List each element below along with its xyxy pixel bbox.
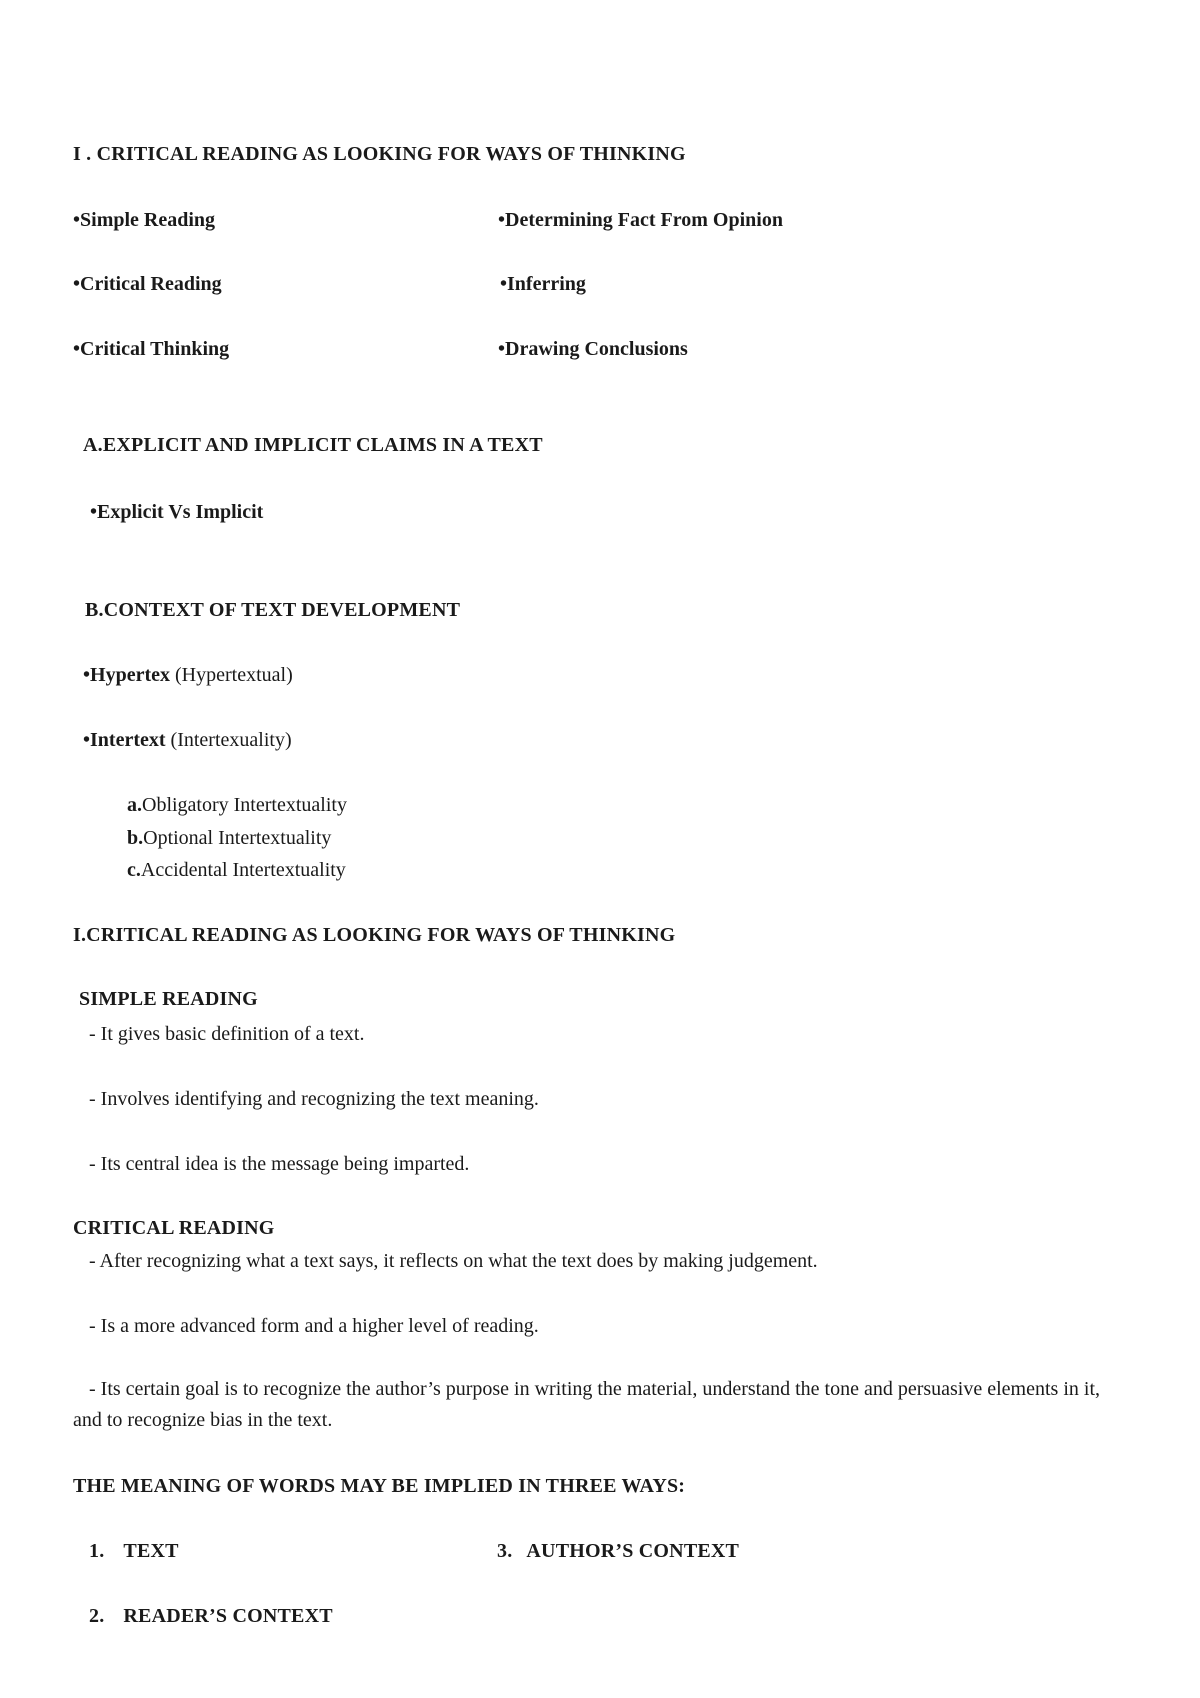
section-1-heading: I . CRITICAL READING AS LOOKING FOR WAYS OF THINKING [73,143,686,165]
bullet-glyph: • [498,338,506,360]
simple-reading-heading: SIMPLE READING [79,988,258,1010]
bullet-item-hypertex [83,665,293,685]
bullet-item-critical-thinking [73,339,229,359]
meaning-item-label: AUTHOR’S CONTEXT [526,1540,740,1562]
simple-reading-point: - Involves identifying and recognizing the text meaning. [89,1088,539,1110]
meaning-item-text [89,1541,179,1561]
simple-reading-point: - It gives basic definition of a text. [89,1023,365,1045]
bullet-item-label: Explicit Vs Implicit [97,501,264,523]
critical-reading-point: - Is a more advanced form and a higher level of reading. [89,1315,539,1337]
sub-item-text: Obligatory Intertextuality [142,794,347,816]
bullet-item-label: Critical Thinking [80,338,230,360]
section-a-heading: A.EXPLICIT AND IMPLICIT CLAIMS IN A TEXT [83,434,543,456]
bullet-item-label: Simple Reading [80,209,216,231]
sub-item-text: Optional Intertextuality [143,827,332,849]
sub-item-optional [127,828,331,848]
meaning-item-label: TEXT [123,1540,179,1562]
bullet-glyph: • [73,209,81,231]
bullet-item-label: Critical Reading [80,273,222,295]
meaning-item-number: 1. [89,1540,105,1562]
bullet-glyph: • [498,209,506,231]
bullet-item-drawing-conclusions [498,339,688,359]
bullet-item-label: Inferring [507,273,586,295]
bullet-glyph: • [90,501,98,523]
sub-item-obligatory [127,795,347,815]
bullet-glyph: • [73,338,81,360]
bullet-item-explicit-implicit [90,502,263,522]
sub-item-letter: c. [127,859,141,881]
sub-item-accidental [127,860,346,880]
section-2-heading: I.CRITICAL READING AS LOOKING FOR WAYS OF THINKING [73,924,676,946]
simple-reading-point: - Its central idea is the message being imparted. [89,1153,470,1175]
bullet-item-inferring [500,274,586,294]
sub-item-letter: a. [127,794,142,816]
term-note: (Hypertextual) [170,664,293,686]
term-note: (Intertexuality) [165,729,292,751]
meaning-heading: THE MEANING OF WORDS MAY BE IMPLIED IN THREE WAYS: [73,1475,686,1497]
bullet-item-intertext [83,730,292,750]
bullet-glyph: • [83,729,91,751]
meaning-item-number: 3. [497,1540,513,1562]
bullet-glyph: • [73,273,81,295]
sub-item-letter: b. [127,827,144,849]
meaning-item-authors-context [497,1541,739,1561]
sub-item-text: Accidental Intertextuality [140,859,346,881]
bullet-glyph: • [500,273,508,295]
critical-reading-point: - After recognizing what a text says, it reflects on what the text does by making judgement. [89,1250,818,1272]
meaning-item-readers-context [89,1606,333,1626]
meaning-item-label: READER’S CONTEXT [123,1605,333,1627]
bullet-item-label: Drawing Conclusions [505,338,688,360]
critical-reading-point-wrapped [73,1374,1123,1436]
term-label: Hypertex [90,664,170,686]
bullet-item-label: Determining Fact From Opinion [505,209,783,231]
bullet-item-fact-opinion [498,210,783,230]
section-b-heading: B.CONTEXT OF TEXT DEVELOPMENT [85,599,461,621]
meaning-item-number: 2. [89,1605,105,1627]
term-label: Intertext [90,729,166,751]
critical-reading-point: - Its certain goal is to recognize the author’s purpose in writing the material, understand the tone and persuasive elements in it, and to recognize bias in the text. [73,1378,1100,1431]
bullet-glyph: • [83,664,91,686]
bullet-item-critical-reading [73,274,222,294]
bullet-item-simple-reading [73,210,215,230]
critical-reading-heading: CRITICAL READING [73,1217,275,1239]
